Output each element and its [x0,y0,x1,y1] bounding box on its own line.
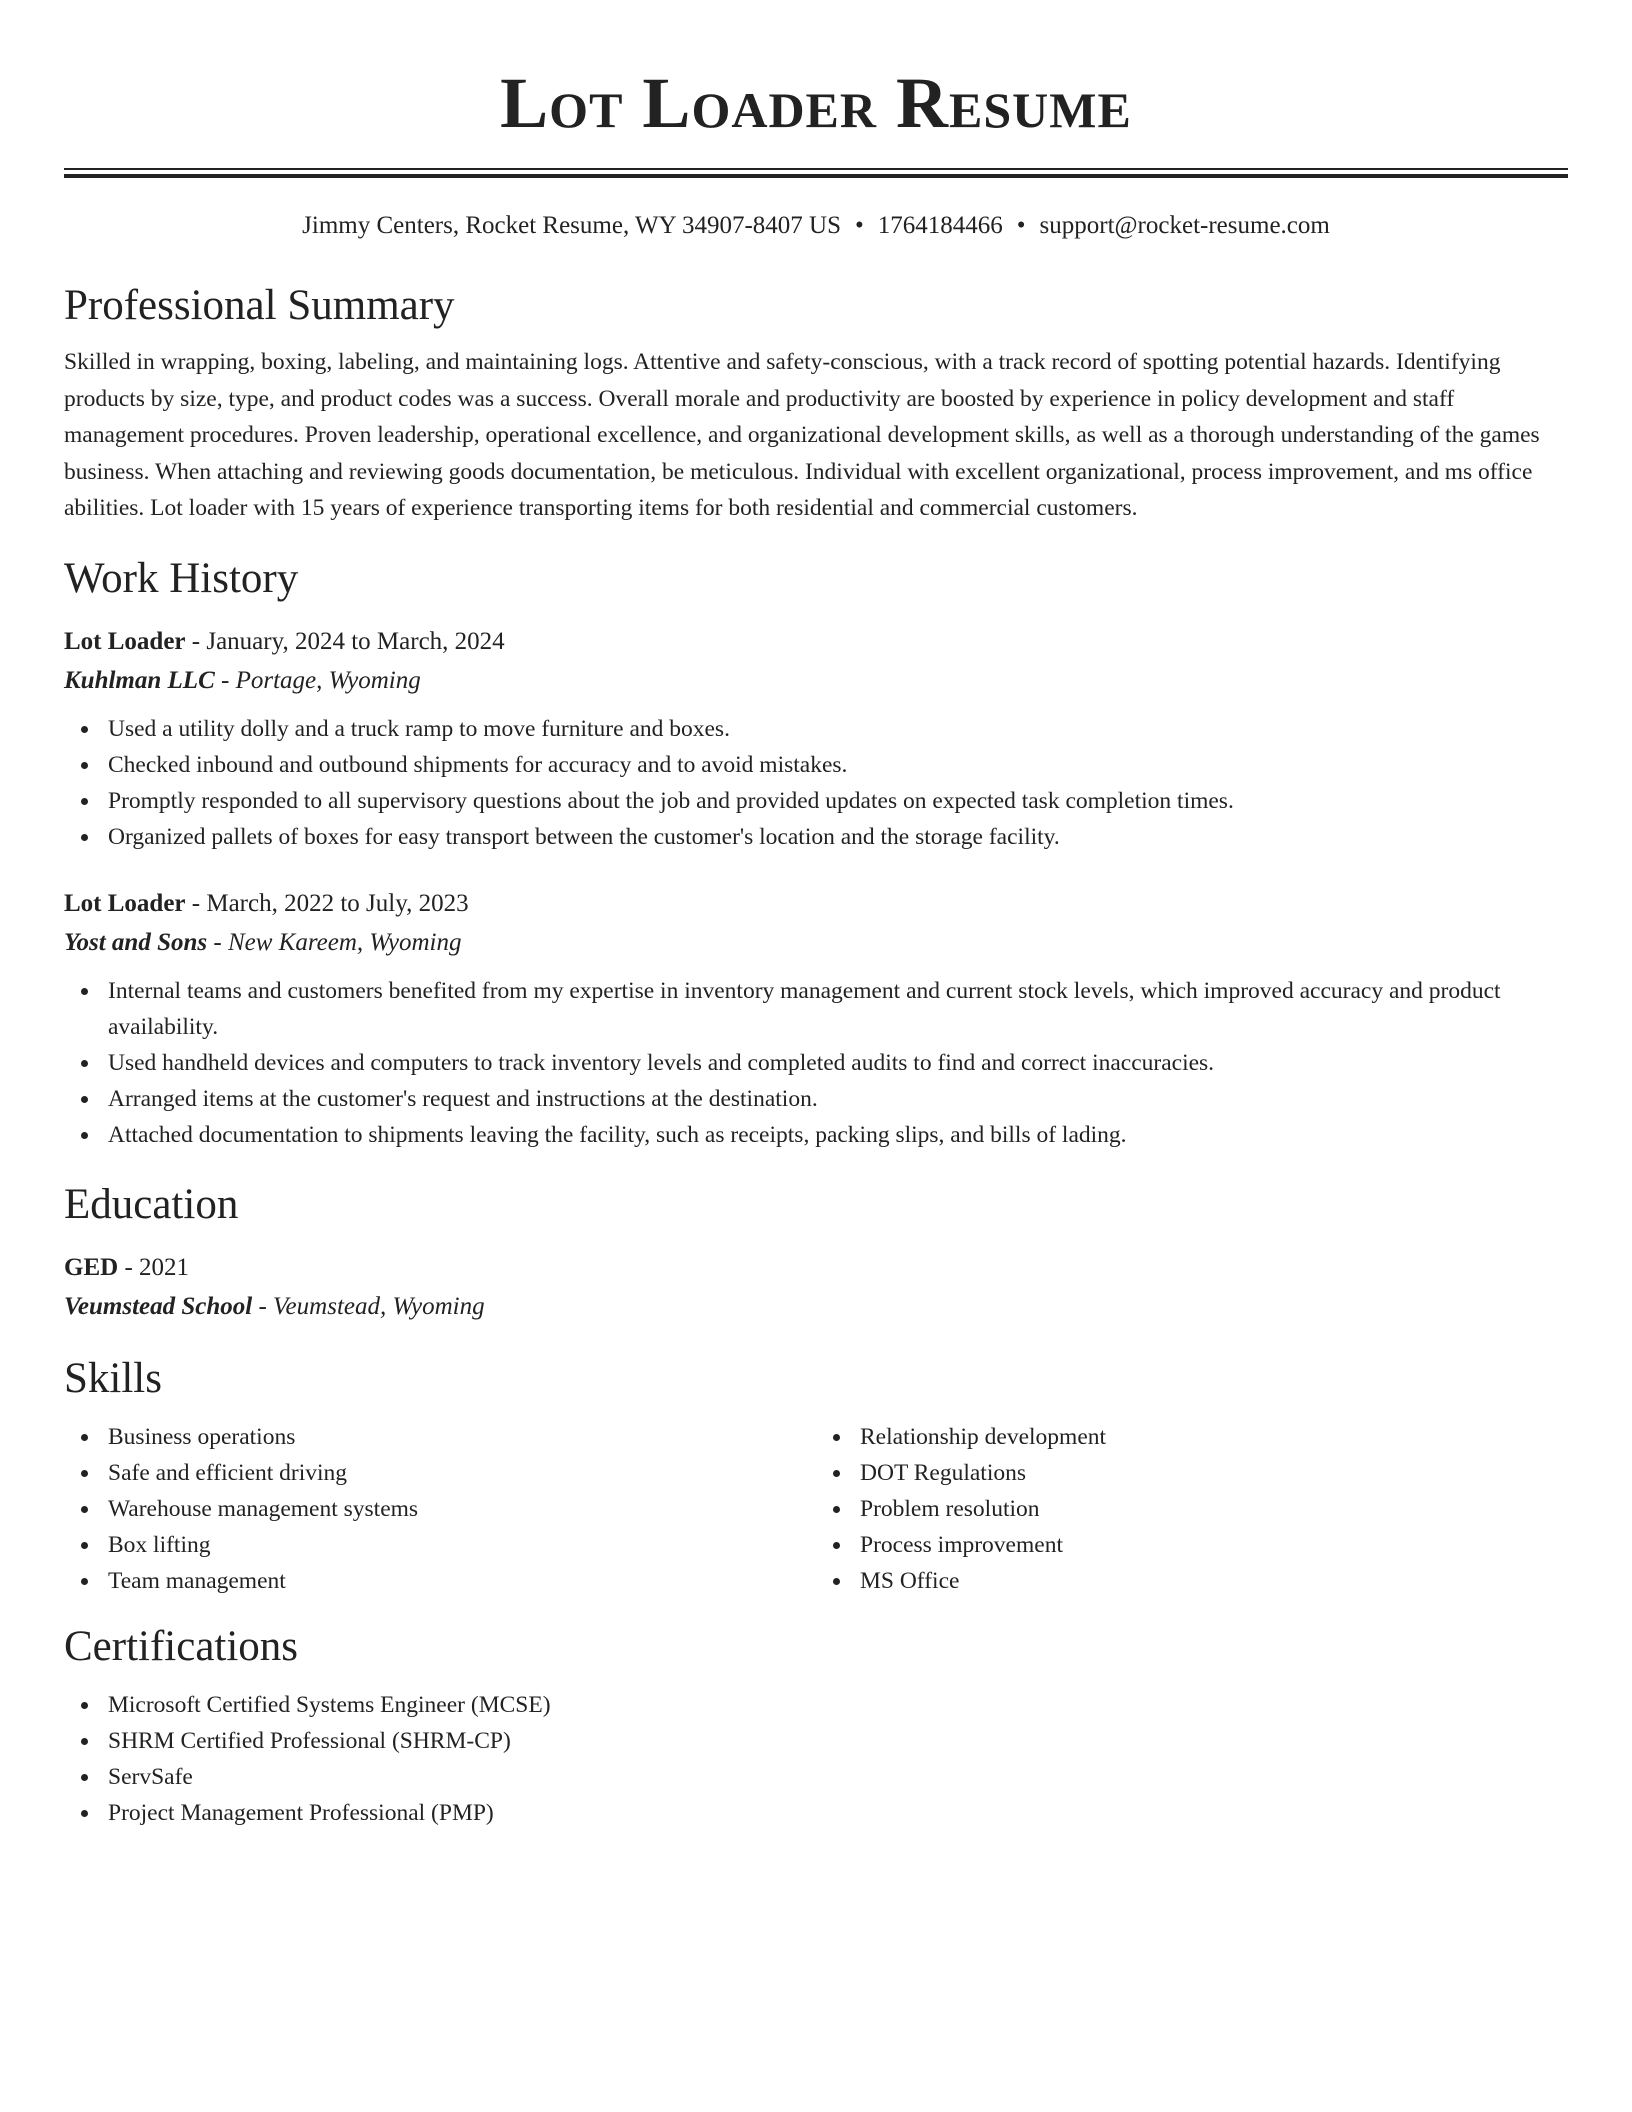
job-dates: - March, 2022 to July, 2023 [185,889,469,917]
contact-separator: • [1016,212,1026,239]
skills-list-left [64,1419,816,1599]
skills-grid [64,1419,1568,1599]
job-duty: Arranged items at the customer's request and instructions at the destination. [108,1081,1568,1117]
job-title: Lot Loader [64,627,186,655]
job-entry [64,885,1568,1153]
skills-list-right [816,1419,1568,1599]
degree: GED [64,1253,119,1281]
skill-item: Business operations [108,1419,816,1455]
employer-location: - Portage, Wyoming [214,666,421,694]
job-title-line [64,885,1568,923]
job-duty: Promptly responded to all supervisory questions about the job and provided updates on expected task completion times. [108,783,1568,819]
employer-name: Kuhlman LLC [64,666,215,694]
employer-location: - New Kareem, Wyoming [207,928,462,956]
contact-separator: • [855,212,864,239]
degree-line [64,1249,1568,1287]
job-duty: Organized pallets of boxes for easy transport between the customer's location and the storage facility. [108,819,1568,855]
contact-line [64,210,1568,242]
school-location: - Veumstead, Wyoming [252,1292,485,1320]
skill-item: Safe and efficient driving [108,1455,816,1491]
certification-item: Microsoft Certified Systems Engineer (MCSE) [108,1687,1568,1723]
title-divider [64,168,1568,178]
certification-item: Project Management Professional (PMP) [108,1795,1568,1831]
job-dates: - January, 2024 to March, 2024 [185,627,505,655]
certifications-heading: Certifications [64,1622,299,1670]
education-heading: Education [64,1180,239,1228]
job-duties-list [64,973,1568,1153]
certifications-list [64,1687,1568,1831]
job-duty: Used a utility dolly and a truck ramp to move furniture and boxes. [108,711,1568,747]
job-title: Lot Loader [64,889,186,917]
graduation-year: - 2021 [118,1253,190,1281]
skill-item: Team management [108,1563,816,1599]
summary-heading: Professional Summary [64,282,455,329]
school-line [64,1287,1568,1327]
job-entry [64,623,1568,855]
skill-item: Problem resolution [860,1491,1568,1527]
skill-item: Process improvement [860,1527,1568,1563]
resume-title: Lot Loader Resume [500,63,1132,143]
job-duty: Used handheld devices and computers to track inventory levels and completed audits to find and correct inaccuracies. [108,1045,1568,1081]
skills-heading: Skills [64,1354,162,1402]
skill-item: Box lifting [108,1527,816,1563]
contact-email: support@rocket-resume.com [1039,212,1330,239]
work-history-heading: Work History [64,554,299,602]
job-duty: Checked inbound and outbound shipments for accuracy and to avoid mistakes. [108,747,1568,783]
skill-item: MS Office [860,1563,1568,1599]
skill-item: Relationship development [860,1419,1568,1455]
employer-line [64,923,1568,963]
employer-name: Yost and Sons [64,928,208,956]
contact-address: Jimmy Centers, Rocket Resume, WY 34907-8407 US [302,212,841,239]
employer-line [64,661,1568,701]
school-name: Veumstead School [64,1292,253,1320]
skill-item: DOT Regulations [860,1455,1568,1491]
summary-text: Skilled in wrapping, boxing, labeling, and maintaining logs. Attentive and safety-conscious, with a track record of spotting potential hazards. Identifying products by size, type, and product codes was a success. Overall morale and productivity are boosted by experience in policy development and staff management procedures. Proven leadership, operational excellence, and organizational development skills, as well as a thorough understanding of the games business. When attaching and reviewing goods documentation, be meticulous. Individual with excellent organizational, process improvement, and ms office abilities. Lot loader with 15 years of experience transporting items for both residential and commercial customers. [64,349,1540,521]
job-duties-list [64,711,1568,855]
skill-item: Warehouse management systems [108,1491,816,1527]
certification-item: SHRM Certified Professional (SHRM-CP) [108,1723,1568,1759]
education-entry [64,1249,1568,1327]
contact-phone: 1764184466 [877,212,1003,239]
job-title-line [64,623,1568,661]
job-duty: Internal teams and customers benefited from my expertise in inventory management and current stock levels, which improved accuracy and product availability. [108,973,1568,1045]
job-duty: Attached documentation to shipments leaving the facility, such as receipts, packing slips, and bills of lading. [108,1117,1568,1153]
certification-item: ServSafe [108,1759,1568,1795]
